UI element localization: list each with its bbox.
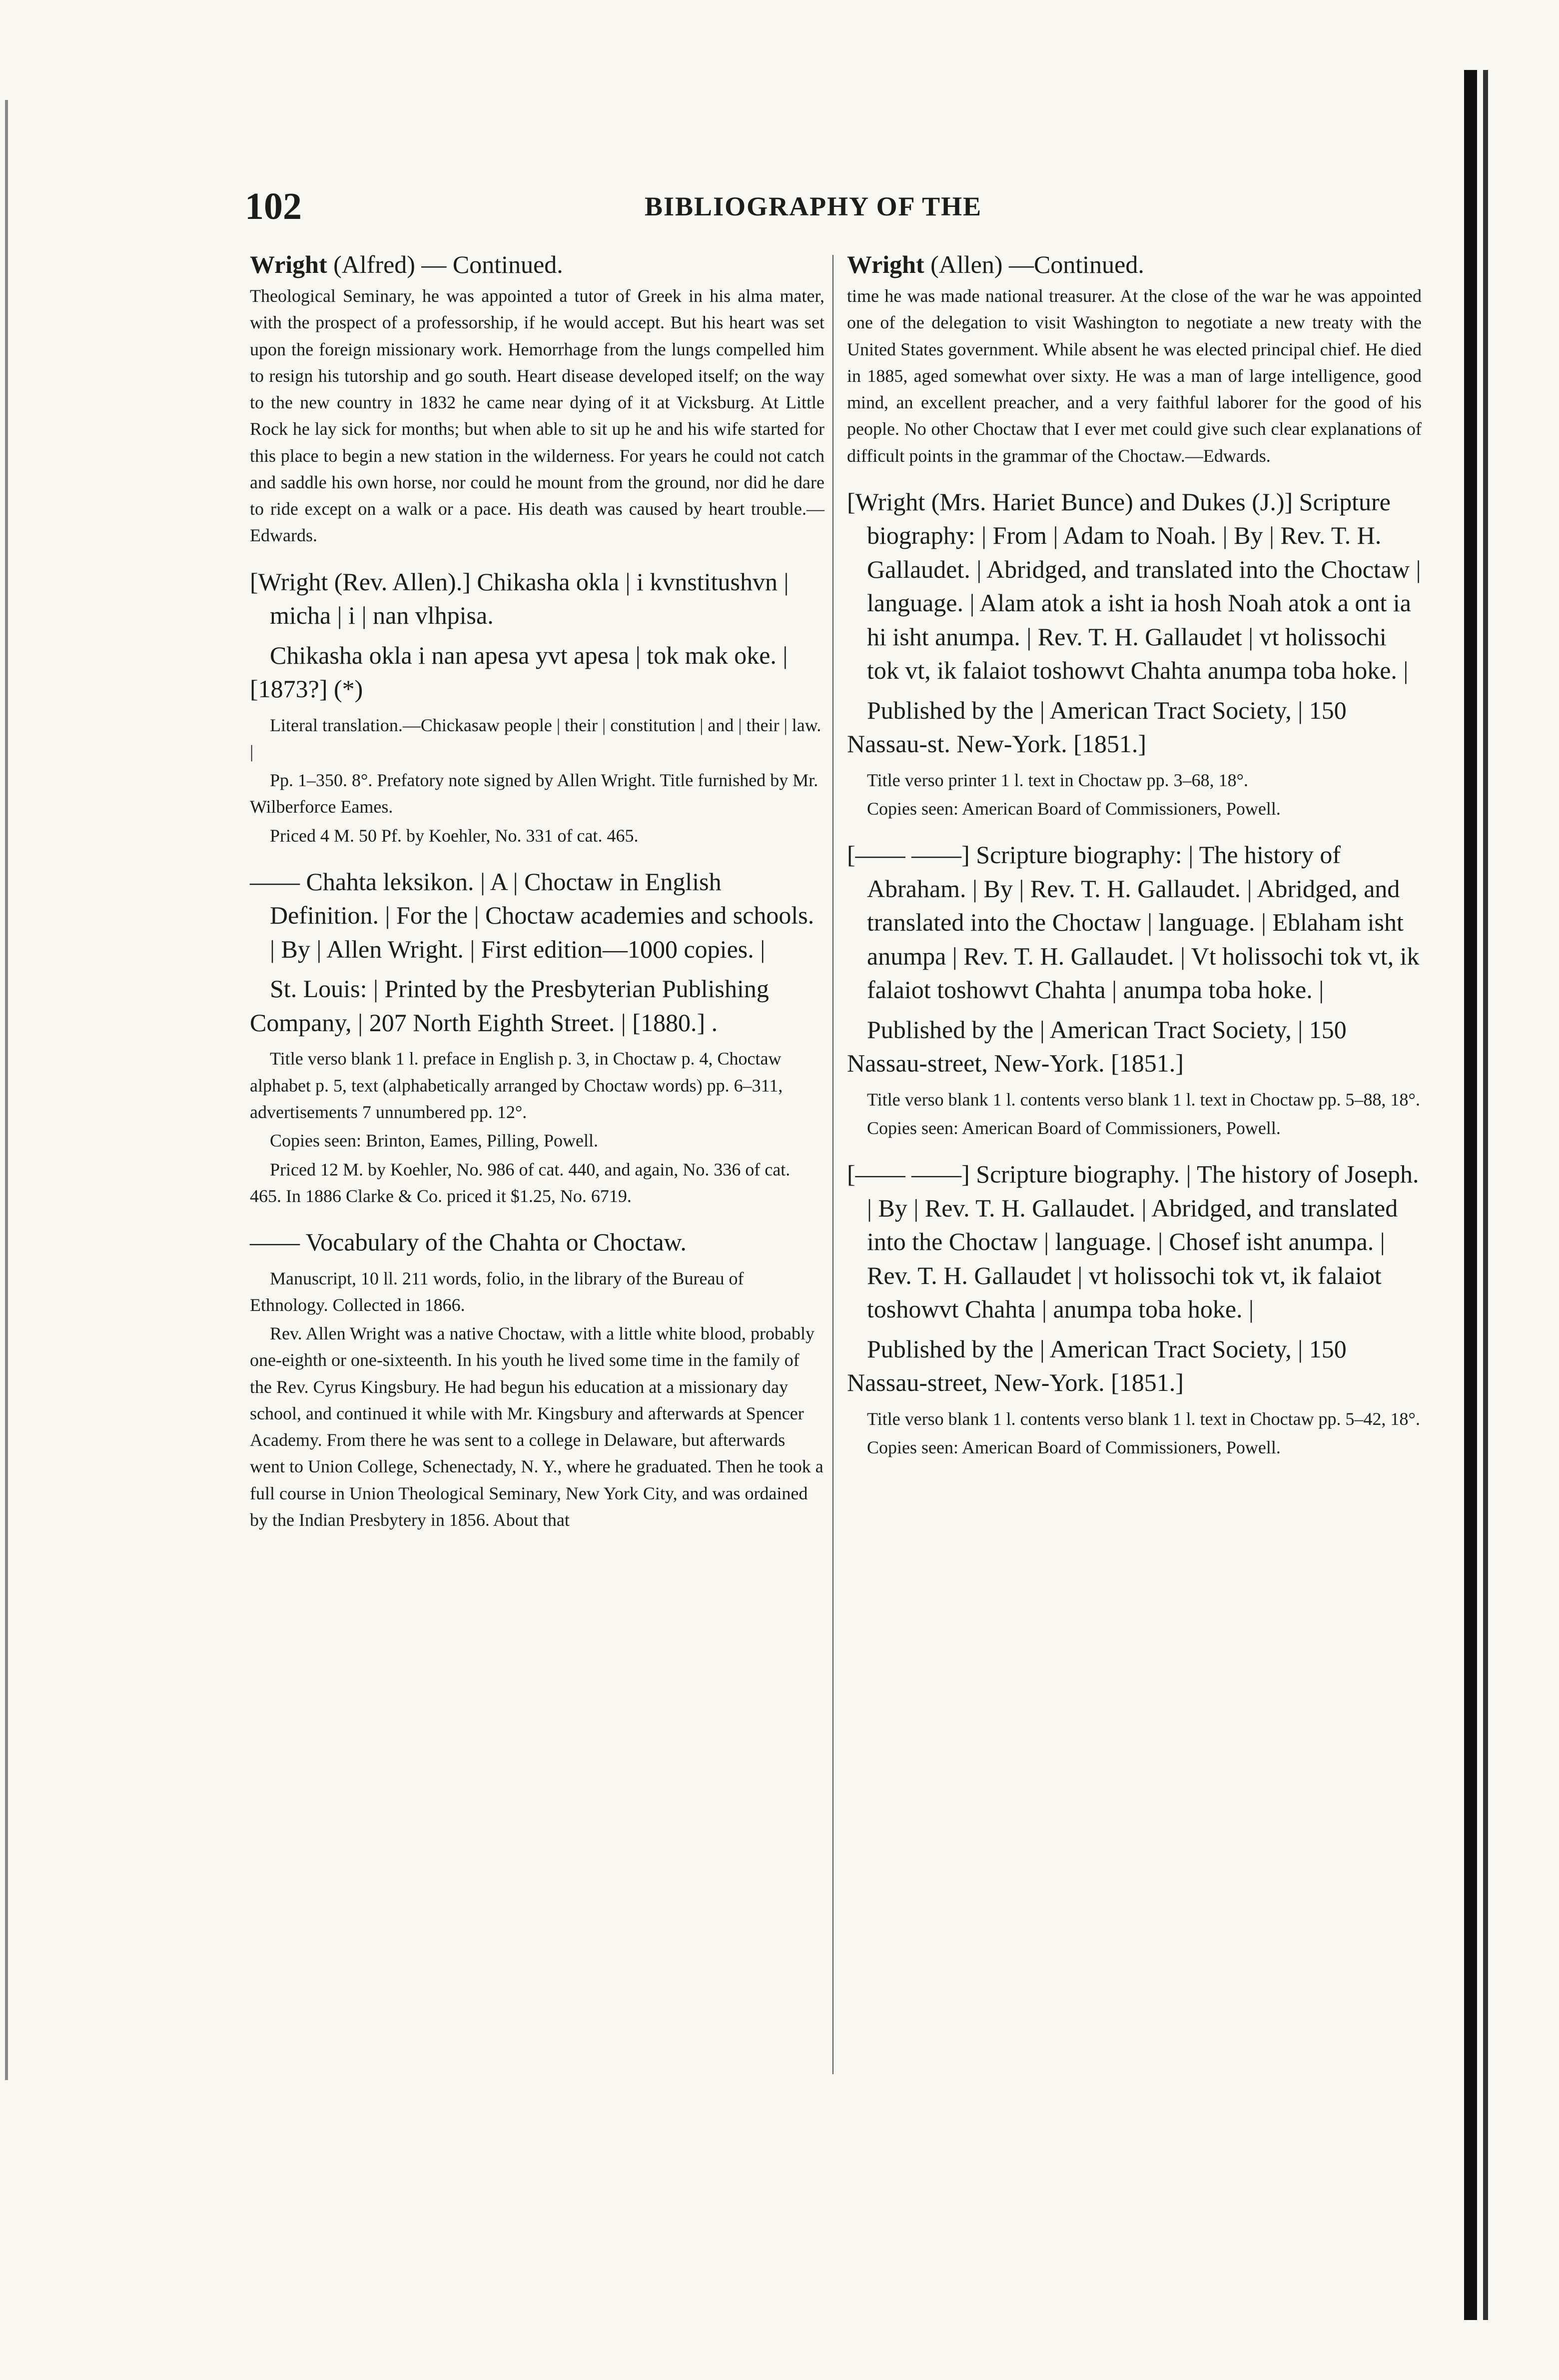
scan-edge-right xyxy=(1464,70,1477,2320)
entry-chahta-leksikon xyxy=(250,865,824,1209)
running-title: BIBLIOGRAPHY OF THE xyxy=(645,191,982,221)
entry-note: Pp. 1–350. 8°. Prefatory note signed by Allen Wright. Title furnished by Mr. Wilberforce Eames. xyxy=(250,770,818,817)
entry-title: —— Vocabulary of the Chahta or Choctaw. xyxy=(250,1228,687,1256)
entry-wright-alfred xyxy=(250,250,824,549)
entry-title-continued: Published by the | American Tract Society, | 150 Nassau-st. New-York. [1851.] xyxy=(847,696,1347,758)
entry-paragraph: Theological Seminary, he was appointed a tutor of Greek in his alma mater, with the prospect of a professorship, if he would accept. But his heart was set upon the foreign missionary work. Hemorrhage from the lungs compelled him to resign his tutorship and go south. Heart disease developed itself; on the way to the new country in 1832 he came near dying of it at Vicksburg. At Little Rock he lay sick for months; but when able to sit up he and his wife started for this place to begin a new station in the wilderness. For years he could not catch and saddle his own horse, nor could he mount from the ground, nor did he dare to ride except on a walk or a pace. His death was caused by heart trouble.—Edwards. xyxy=(250,286,824,546)
entry-scripture-adam-noah xyxy=(847,485,1422,823)
entry-note: Copies seen: American Board of Commissioners, Powell. xyxy=(867,1118,1281,1139)
entry-title: —— Chahta leksikon. | A | Choctaw in English Definition. | For the | Choctaw academies and schools. | By | Allen Wright. | First edition—1000 copies. | xyxy=(250,867,814,963)
entry-title: [—— ——] Scripture biography. | The history of Joseph. | By | Rev. T. H. Gallaudet. | Abridged, and translated into the Choctaw | language. | Chosef isht anumpa. | Rev. T. H. Gallaudet | vt holissochi tok vt, ik falaiot toshowvt Chahta | anumpa toba hoke. | xyxy=(847,1160,1419,1323)
entry-wright-allen xyxy=(847,250,1422,469)
column-divider xyxy=(832,255,833,2074)
entry-vocabulary xyxy=(250,1225,824,1533)
entry-note: Priced 4 M. 50 Pf. by Koehler, No. 331 of cat. 465. xyxy=(270,825,639,846)
scan-edge-left xyxy=(5,100,8,2080)
entry-paragraph: time he was made national treasurer. At the close of the war he was appointed one of the delegation to visit Washington to negotiate a new treaty with the United States government. While absent he was elected principal chief. He died in 1885, aged somewhat over sixty. He was a man of large intelligence, good mind, an excellent preacher, and a very faithful laborer for the good of his people. No other Choctaw that I ever met could give such clear explanations of difficult points in the grammar of the Choctaw.—Edwards. xyxy=(847,286,1422,466)
entry-title: [Wright (Rev. Allen).] Chikasha okla | i kvnstitushvn | micha | i | nan vlhpisa. xyxy=(250,567,789,630)
entry-note: Title verso blank 1 l. preface in English p. 3, in Choctaw p. 4, Choctaw alphabet p. 5, text (alphabetically arranged by Choctaw words) pp. 6–311, advertisements 7 unnumbered pp. 12°. xyxy=(250,1049,783,1123)
entry-note: Title verso blank 1 l. contents verso blank 1 l. text in Choctaw pp. 5–42, 18°. xyxy=(867,1408,1420,1429)
entry-title-continued: St. Louis: | Printed by the Presbyterian Publishing Company, | 207 North Eighth Street. | [1880.] . xyxy=(250,975,769,1037)
entry-note: Rev. Allen Wright was a native Choctaw, with a little white blood, probably one-eighth or one-sixteenth. In his youth he lived some time in the family of the Rev. Cyrus Kingsbury. He had begun his education at a missionary day school, and continued it while with Mr. Kingsbury and afterwards at Spencer Academy. From there he was sent to a college in Delaware, but afterwards went to Union College, Schenectady, N. Y., where he graduated. Then he took a full course in Union Theological Seminary, New York City, and was ordained by the Indian Presbytery in 1856. About that xyxy=(250,1323,823,1530)
entry-scripture-abraham xyxy=(847,838,1422,1142)
entry-note: Title verso blank 1 l. contents verso blank 1 l. text in Choctaw pp. 5–88, 18°. xyxy=(867,1089,1420,1110)
entry-scripture-joseph xyxy=(847,1158,1422,1461)
entry-note: Priced 12 M. by Koehler, No. 986 of cat. 440, and again, No. 336 of cat. 465. In 1886 Clarke & Co. priced it $1.25, No. 6719. xyxy=(250,1159,790,1206)
entry-title-continued: Published by the | American Tract Society, | 150 Nassau-street, New-York. [1851.] xyxy=(847,1015,1347,1078)
entry-chikasha-okla xyxy=(250,565,824,849)
page-number: 102 xyxy=(245,185,302,227)
left-column xyxy=(250,250,824,1535)
entry-note: Copies seen: American Board of Commissioners, Powell. xyxy=(867,1437,1281,1458)
entry-note: Copies seen: Brinton, Eames, Pilling, Powell. xyxy=(270,1131,598,1151)
page-header xyxy=(245,185,1344,230)
entry-heading: Wright (Allen) —Continued. xyxy=(847,250,1144,278)
entry-title-continued: Chikasha okla i nan apesa yvt apesa | tok mak oke. | [1873?] (*) xyxy=(250,641,788,703)
entry-heading: Wright (Alfred) — Continued. xyxy=(250,250,563,278)
entry-title: [—— ——] Scripture biography: | The history of Abraham. | By | Rev. T. H. Gallaudet. | Abridged, and translated into the Choctaw | language. | Eblaham isht anumpa | Rev. T. H. Gallaudet. | Vt holissochi tok vt, ik falaiot toshowvt Chahta | anumpa toba hoke. | xyxy=(847,841,1420,1004)
entry-title: [Wright (Mrs. Hariet Bunce) and Dukes (J.)] Scripture biography: | From | Adam to Noah. | By | Rev. T. H. Gallaudet. | Abridged, and translated into the Choctaw | language. | Alam atok a isht ia hosh Noah atok a ont ia hi isht anumpa. | Rev. T. H. Gallaudet | vt holissochi tok vt, ik falaiot toshowvt Chahta anumpa toba hoke. | xyxy=(847,487,1421,685)
right-column xyxy=(847,250,1422,1463)
entry-note: Copies seen: American Board of Commissioners, Powell. xyxy=(867,799,1281,819)
entry-note: Title verso printer 1 l. text in Choctaw pp. 3–68, 18°. xyxy=(867,770,1248,790)
scan-edge-right-thin xyxy=(1483,70,1488,2320)
entry-note: Literal translation.—Chickasaw people | their | constitution | and | their | law. | xyxy=(250,715,821,762)
entry-title-continued: Published by the | American Tract Society, | 150 Nassau-street, New-York. [1851.] xyxy=(847,1334,1347,1397)
entry-note: Manuscript, 10 ll. 211 words, folio, in the library of the Bureau of Ethnology. Collected in 1866. xyxy=(250,1268,744,1315)
